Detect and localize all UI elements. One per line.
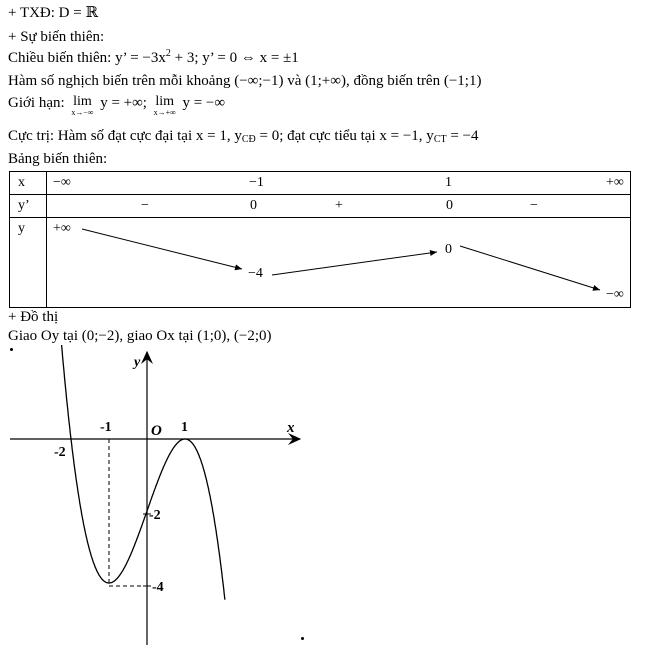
tick-label: 1 (181, 420, 188, 435)
limits-label: Giới hạn: (8, 95, 69, 111)
tick-label: -2 (149, 508, 161, 523)
limit-2-value: y = −∞ (178, 95, 226, 111)
x-value: −∞ (53, 175, 71, 190)
intercepts-line: Giao Oy tại (0;−2), giao Ox tại (1;0), (−2;0) (8, 328, 272, 344)
variation-heading: + Sự biến thiên: (8, 29, 105, 45)
y-value: −4 (248, 266, 263, 281)
row-y-label: y (18, 221, 25, 236)
sign-value: 0 (446, 198, 453, 213)
limit-1 (68, 94, 96, 117)
arrow-decreasing (460, 246, 600, 290)
variation-table (9, 171, 631, 308)
extrema-line (8, 127, 479, 147)
function-graph (0, 345, 340, 647)
lim-word: lim (155, 94, 175, 109)
cd-subscript: CĐ (241, 134, 256, 145)
derivative-roots: + 3; y’ = 0 ⇔ x = ±1 (170, 50, 299, 66)
row-x-label: x (18, 175, 25, 190)
lim-word: lim (73, 94, 92, 109)
origin-label: O (151, 423, 162, 439)
tick-label: -4 (152, 580, 164, 595)
domain-line: + TXĐ: D = ℝ (8, 5, 98, 21)
x-value: 1 (445, 175, 452, 190)
x-value: −1 (249, 175, 264, 190)
monotonicity-line (8, 49, 299, 69)
lim-sub: x→−∞ (71, 108, 94, 117)
ct-subscript: CT (433, 134, 447, 145)
derivative-text: Chiều biến thiên: y’ = −3x (8, 50, 166, 66)
row-yprime-label: y’ (18, 198, 30, 213)
lim-sub: x→+∞ (153, 108, 176, 117)
y-value: −∞ (606, 287, 624, 302)
limits-line (8, 94, 225, 117)
extrema-text-c: = −4 (446, 128, 479, 144)
tick-label: -1 (100, 420, 112, 435)
arrow-decreasing (82, 229, 242, 269)
graph-heading: + Đồ thị (8, 309, 59, 325)
arrow-increasing (272, 252, 437, 275)
extrema-text-b: = 0; đạt cực tiểu tại x = −1, y (255, 128, 434, 144)
sign-value: 0 (250, 198, 257, 213)
x-value: +∞ (606, 175, 624, 190)
y-axis-label: y (134, 355, 141, 370)
limit-2 (151, 94, 179, 117)
exponent: 2 (165, 48, 171, 59)
cubic-curve (62, 345, 225, 600)
table-heading: Bảng biến thiên: (8, 151, 108, 167)
sign-value: − (141, 198, 149, 213)
sign-value: − (530, 198, 538, 213)
intervals-line: Hàm số nghịch biến trên mỗi khoảng (−∞;−1) và (1;+∞), đồng biến trên (−1;1) (8, 73, 482, 89)
sign-value: + (335, 198, 343, 213)
stray-dot (301, 637, 304, 640)
y-value: 0 (445, 242, 452, 257)
extrema-text-a: Cực trị: Hàm số đạt cực đại tại x = 1, y (8, 128, 242, 144)
limit-1-value: y = +∞; (96, 95, 151, 111)
y-value: +∞ (53, 221, 71, 236)
tick-label: -2 (54, 445, 66, 460)
x-axis-label: x (287, 420, 295, 436)
